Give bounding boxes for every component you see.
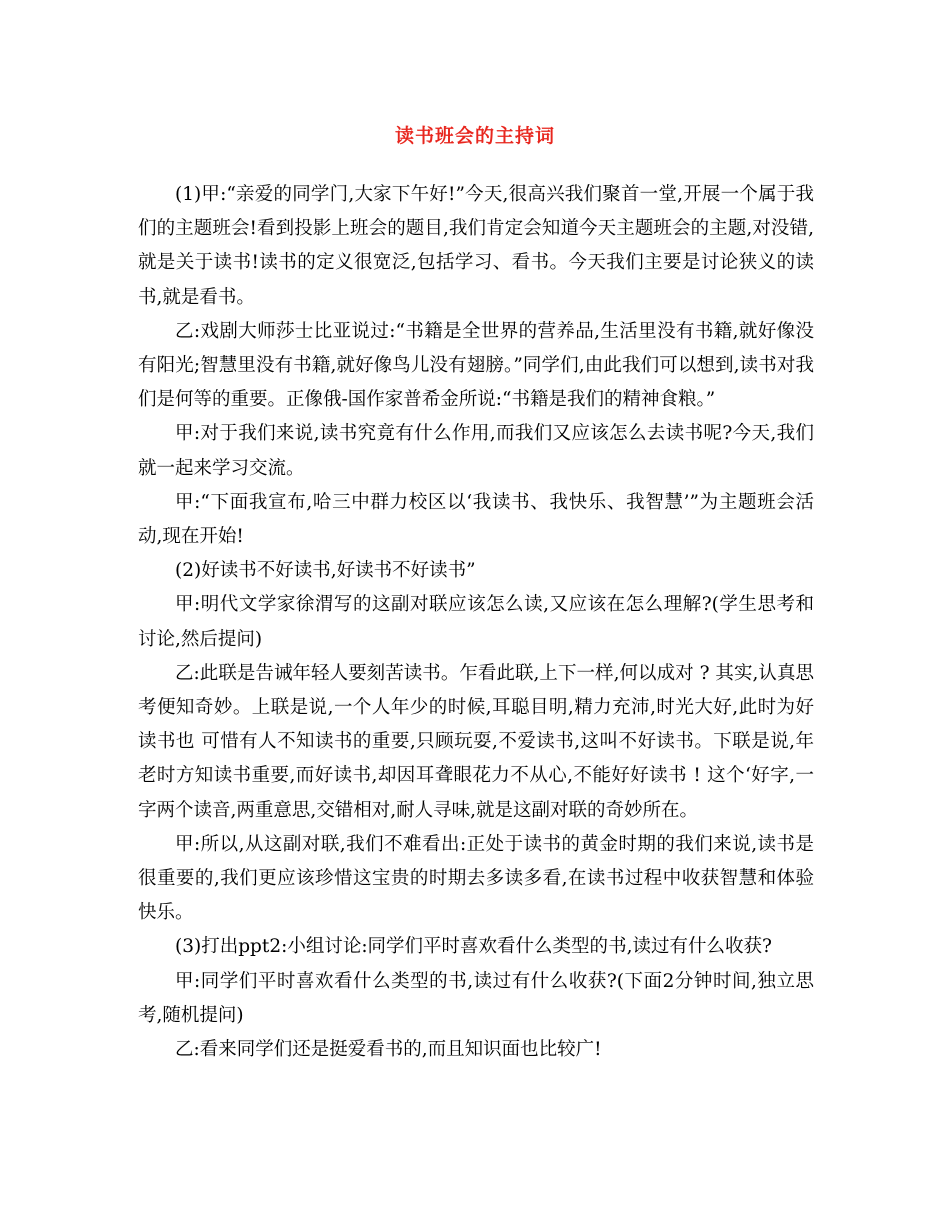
paragraph-6: 甲:明代文学家徐渭写的这副对联应该怎么读,又应该在怎么理解?(学生思考和讨论,然后提问)	[138, 594, 814, 650]
paragraph-7: 乙:此联是告诫年轻人要刻苦读书。乍看此联,上下一样,何以成对 ? 其实,认真思考便知奇妙。上联是说,一个人年少的时候,耳聪目明,精力充沛,时光大好,此时为好读书也 可惜有人不知读书的重要,只顾玩耍,不爱读书,这叫不好读书。下联是说,年老时方知读书重要,而好读书,却因耳聋眼花力不从心,不能好好读书 ! 这个‘好字,一字两个读音,两重意思,交错相对,耐人寻味,就是这副对联的奇妙所在。	[138, 662, 814, 821]
paragraph-10: 甲:同学们平时喜欢看什么类型的书,读过有什么收获?(下面2分钟时间,独立思考,随机提问)	[138, 970, 814, 1026]
paragraph-3: 甲:对于我们来说,读书究竟有什么作用,而我们又应该怎么去读书呢?今天,我们就一起来学习交流。	[138, 423, 814, 479]
paragraph-1: (1)甲:“亲爱的同学门,大家下午好!”今天,很高兴我们聚首一堂,开展一个属于我们的主题班会!看到投影上班会的题目,我们肯定会知道今天主题班会的主题,对没错,就是关于读书!读书的定义很宽泛,包括学习、看书。今天我们主要是讨论狭义的读书,就是看书。	[138, 184, 814, 308]
paragraph-2: 乙:戏剧大师莎士比亚说过:“书籍是全世界的营养品,生活里没有书籍,就好像没有阳光;智慧里没有书籍,就好像鸟儿没有翅膀。”同学们,由此我们可以想到,读书对我们是何等的重要。正像俄-国作家普希金所说:“书籍是我们的精神食粮。”	[138, 320, 814, 411]
document-title: 读书班会的主持词	[394, 125, 555, 147]
paragraph-4: 甲:“下面我宣布,哈三中群力校区以‘我读书、我快乐、我智慧’”为主题班会活动,现在开始!	[138, 491, 814, 548]
paragraph-8: 甲:所以,从这副对联,我们不难看出:正处于读书的黄金时期的我们来说,读书是很重要的,我们更应该珍惜这宝贵的时期去多读多看,在读书过程中收获智慧和体验快乐。	[138, 833, 814, 924]
paragraph-5: (2)好读书不好读书,好读书不好读书”	[175, 560, 476, 582]
paragraph-9: (3)打出ppt2:小组讨论:同学们平时喜欢看什么类型的书,读过有什么收获?	[175, 936, 772, 958]
document-body	[138, 178, 814, 1067]
paragraph-11: 乙:看来同学们还是挺爱看书的,而且知识面也比较广!	[175, 1039, 602, 1061]
